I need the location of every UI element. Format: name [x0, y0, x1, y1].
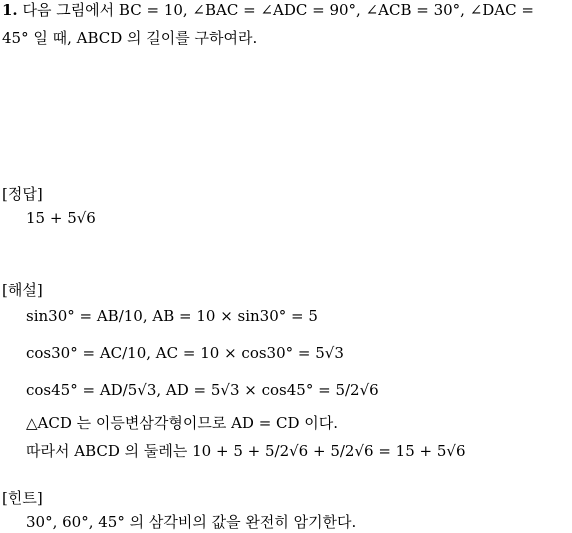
- answer-header: [정답]: [2, 185, 43, 203]
- hint-header: [힌트]: [2, 489, 43, 507]
- answer-value: 15 + 5√6: [26, 209, 96, 227]
- problem-number: 1.: [2, 1, 18, 19]
- solution-line-5: 따라서 ABCD 의 둘레는 10 + 5 + 5/2√6 + 5/2√6 = 15 + 5√6: [26, 442, 466, 460]
- problem-text-line-1: 다음 그림에서 BC = 10, ∠BAC = ∠ADC = 90°, ∠ACB = 30°, ∠DAC =: [22, 1, 534, 19]
- solution-line-1: sin30° = AB/10, AB = 10 × sin30° = 5: [26, 307, 318, 325]
- hint-text: 30°, 60°, 45° 의 삼각비의 값을 완전히 암기한다.: [26, 513, 357, 531]
- problem-text-line-2: 45° 일 때, ABCD 의 길이를 구하여라.: [2, 29, 258, 47]
- figure-placeholder: [0, 70, 572, 180]
- solution-line-2: cos30° = AC/10, AC = 10 × cos30° = 5√3: [26, 344, 344, 362]
- problem-line-1: [2, 2, 534, 19]
- solution-header: [해설]: [2, 281, 43, 299]
- solution-line-3: cos45° = AD/5√3, AD = 5√3 × cos45° = 5/2√6: [26, 381, 379, 399]
- solution-line-4: △ACD 는 이등변삼각형이므로 AD = CD 이다.: [26, 414, 339, 432]
